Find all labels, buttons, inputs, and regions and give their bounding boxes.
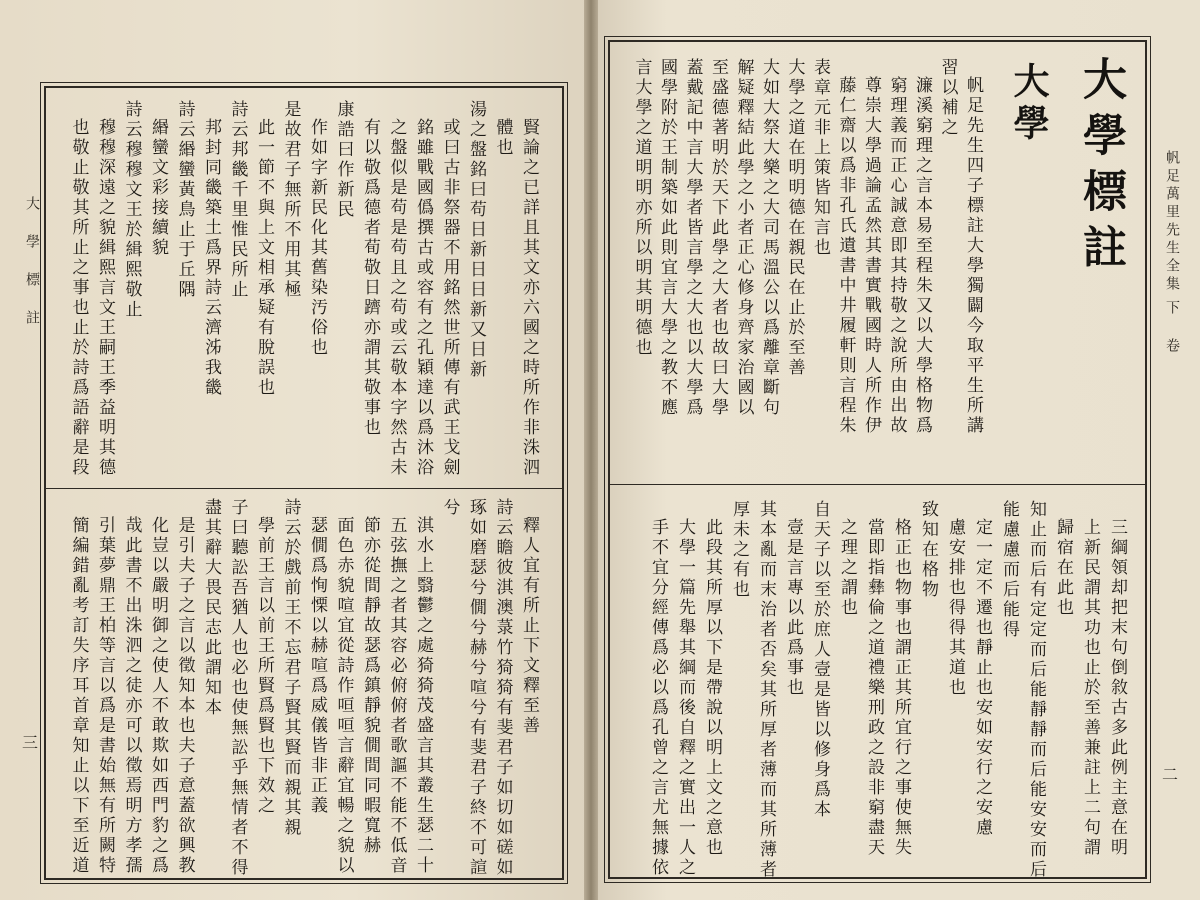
- text-column: 此一節不與上文相承疑有脫誤也: [254, 118, 274, 398]
- text-column: 淇水上翳鬱之處猗猗茂盛言其叢生瑟二十: [413, 516, 433, 876]
- text-column: 上新民謂其功也止於至善兼註上二句謂: [1080, 518, 1100, 858]
- text-column: 康誥曰作新民: [333, 100, 354, 220]
- text-column: 表章元非上策皆知言也: [810, 58, 830, 258]
- text-column: 化豈以嚴明御之使人不敢欺如西門豹之爲: [148, 516, 168, 876]
- text-column: 蓋戴記中言大學者皆言學之大也以大學爲: [682, 58, 703, 418]
- text-column: 邦封同畿築土爲界詩云濟泲我畿: [201, 118, 221, 398]
- text-column: 節亦從間靜故瑟爲鎮靜貌僩間同暇寬赫: [360, 516, 380, 856]
- text-column: 自天子以至於庶人壹是皆以修身爲本: [810, 500, 830, 820]
- text-column: 壹是言專以此爲事也: [783, 518, 803, 698]
- left-page-number: 三: [22, 733, 39, 752]
- text-column: 言大學之道明明亦所以明其明德也: [631, 58, 652, 358]
- text-column: 賢論之已詳且其文亦六國之時所作非洙泗: [519, 118, 539, 478]
- text-column: 帆足先生四子標註大學獨闢今取平生所講: [963, 76, 983, 436]
- text-column: 穆穆深遠之貌緝熙言文王嗣王季益明其德: [95, 118, 115, 478]
- text-column: 解疑釋結此學之小者正心修身齊家治國以: [733, 58, 754, 418]
- text-column: 五弦撫之者其容必俯俯者歌謳不能不低音: [386, 516, 407, 876]
- text-column: 手不宜分經傳爲必以爲孔曾之言尤無據依: [648, 518, 668, 878]
- text-column: 此段其所厚以下是帶說以明上文之意也: [702, 518, 722, 858]
- text-column: 慮安排也得得其道也: [945, 518, 965, 698]
- text-column: 知止而后有定定而后能靜靜而后能安安而后: [1026, 500, 1046, 880]
- text-column: 尊崇大學過論孟然其書實戰國時人所作伊: [861, 76, 881, 436]
- text-column: 子曰聽訟吾猶人也必也使無訟乎無情者不得: [227, 498, 248, 878]
- left-running-head: 大 學 標 註: [24, 196, 40, 328]
- text-column: 簡編錯亂考訂失序耳首章知止以下至近道: [68, 516, 89, 876]
- text-column: 三綱領却把末句倒敘古多此例主意在明: [1107, 518, 1127, 858]
- right-page-number: 二: [1162, 765, 1179, 784]
- text-column: 盡其辭大畏民志此謂知本: [201, 498, 221, 718]
- text-column: 大學一篇先舉其綱而後自釋之實出一人之: [675, 518, 695, 878]
- text-column: 窮理義而正心誠意即其持敬之說所由出故: [886, 76, 907, 436]
- text-column: 歸宿在此也: [1053, 518, 1073, 618]
- text-column: 體也: [492, 118, 513, 158]
- text-column: 厚未之有也: [729, 500, 749, 600]
- text-column: 詩云穆穆文王於緝熙敬止: [121, 100, 142, 320]
- text-column: 濂溪窮理之言本易至程朱又以大學格物爲: [912, 76, 932, 436]
- text-column: 是故君子無所不用其極: [280, 100, 301, 300]
- text-column: 學前王言以前王所賢爲賢也下效之: [254, 516, 274, 816]
- text-column: 至盛德著明於天下此學之大者也故曰大學: [708, 58, 728, 418]
- text-column: 當即指彝倫之道禮樂刑政之設非窮盡天: [864, 518, 884, 858]
- text-column: 銘雖戰國僞撰古或容有之孔穎達以爲沐浴: [413, 118, 433, 478]
- text-column: 或曰古非祭器不用銘然世所傳有武王戈劍: [439, 118, 460, 478]
- text-column: 詩云邦畿千里惟民所止: [227, 100, 248, 300]
- text-column: 釋人宜有所止下文釋至善: [519, 516, 539, 736]
- right-running-head: 帆足萬里先生全集: [1164, 150, 1180, 294]
- text-column: 能慮慮而后能得: [999, 500, 1019, 640]
- text-column: 致知在格物: [918, 500, 938, 600]
- text-column: 習以補之: [937, 58, 958, 138]
- text-column: 兮: [439, 498, 460, 518]
- text-column: 哉此書不出洙泗之徒亦可以徵焉明方孝孺: [121, 516, 142, 876]
- book-gutter: [584, 0, 598, 900]
- text-column: 有以敬爲德者荀敬日躋亦謂其敬事也: [360, 118, 380, 438]
- text-column: 大如大祭大樂之大司馬溫公以爲離章斷句: [759, 58, 779, 418]
- text-column: 詩云瞻彼淇澳菉竹猗猗有斐君子如切如磋如: [492, 498, 513, 878]
- section-title: 大學: [1008, 62, 1050, 146]
- right-volume-label: 下 卷: [1164, 300, 1180, 356]
- text-column: 瑟僩爲恂慄以赫喧爲威儀皆非正義: [307, 516, 327, 816]
- text-column: 湯之盤銘曰苟日新日日新又日新: [466, 100, 486, 380]
- text-column: 也敬止敬其所止之事也止於詩爲語辭是段: [68, 118, 89, 478]
- text-column: 引葉夢鼎王柏等言以爲是書始無有所闕特: [95, 516, 115, 876]
- text-column: 詩云於戲前王不忘君子賢其賢而親其親: [280, 498, 301, 838]
- text-column: 是引夫子之言以徵知本也夫子意蓋欲興教: [174, 516, 195, 876]
- text-column: 作如字新民化其舊染汚俗也: [307, 118, 327, 358]
- text-column: 其本亂而末治者否矣其所厚者薄而其所薄者: [756, 500, 776, 880]
- text-column: 國學附於王制築如此則宜言大學之教不應: [657, 58, 677, 418]
- right-divider-rule: [608, 484, 1147, 485]
- text-column: 之盤似是苟是苟且之苟或云敬本字然古未: [386, 118, 407, 478]
- text-column: 琢如磨瑟兮僩兮赫兮喧兮有斐君子終不可諠: [466, 498, 486, 878]
- text-column: 格正也物事也謂正其所宜行之事使無失: [891, 518, 911, 858]
- left-divider-rule: [44, 488, 564, 489]
- text-column: 面色赤貌喧宜從詩作咺咺言辭宜暢之貌以: [333, 516, 354, 876]
- text-column: 詩云緡蠻黃鳥止于丘隅: [174, 100, 195, 300]
- text-column: 之理之謂也: [837, 518, 857, 618]
- page-title: 大學標註: [1075, 56, 1126, 280]
- text-column: 緡蠻文彩接續貌: [148, 118, 168, 258]
- text-column: 藤仁齋以爲非孔氏遺書中井履軒則言程朱: [835, 76, 856, 436]
- text-column: 定一定不遷也靜止也安如安行之安慮: [972, 518, 992, 838]
- text-column: 大學之道在明明德在親民在止於至善: [784, 58, 805, 378]
